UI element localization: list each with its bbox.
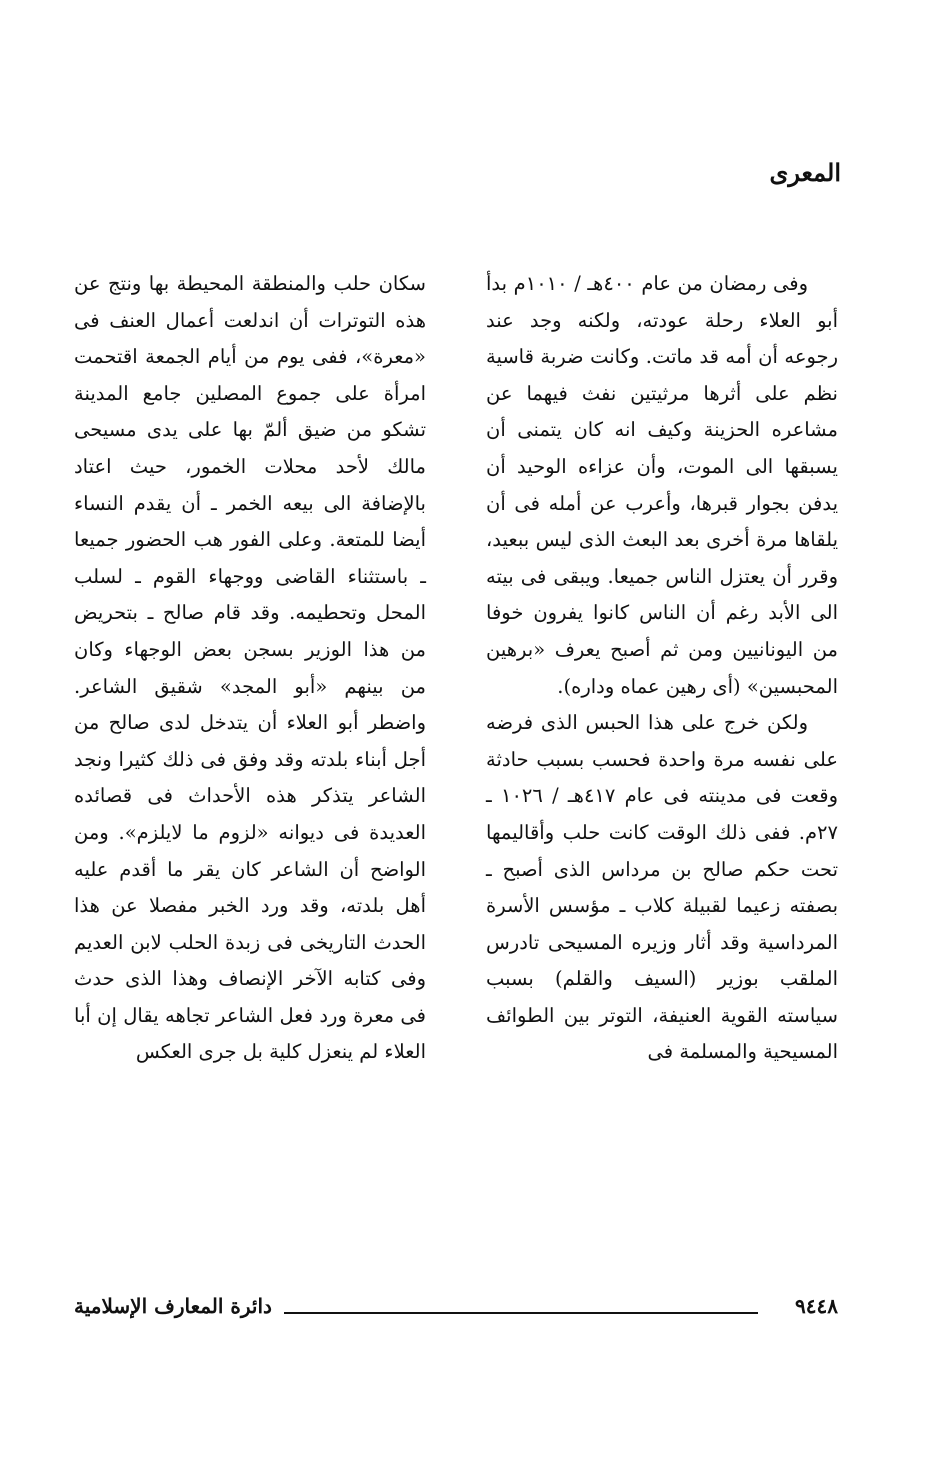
right-column	[486, 266, 838, 1071]
page-footer	[74, 1290, 838, 1330]
page-number: ٩٤٤٨	[795, 1294, 838, 1318]
running-header: المعرى	[769, 158, 841, 187]
paragraph: سكان حلب والمنطقة المحيطة بها ونتج عن هذه التوترات أن اندلعت أعمال العنف فى «معرة»، ففى يوم من أيام الجمعة اقتحمت امرأة على جموع المصلين جامع المدينة تشكو من ضيق ألمّ بها على يدى مسيحى مالك لأحد محلات الخمور، حيث اعتاد بالإضافة الى بيعه الخمر ـ أن يقدم النساء أيضا للمتعة. وعلى الفور هب الحضور جميعا ـ باستثناء القاضى ووجهاء القوم ـ لسلب المحل وتحطيمه. وقد قام صالح ـ بتحريض من هذا الوزير بسجن بعض الوجهاء وكان من بينهم «أبو المجد» شقيق الشاعر. واضطر أبو العلاء أن يتدخل لدى صالح من أجل أبناء بلدته وقد وفق فى ذلك كثيرا ونجد الشاعر يتذكر هذه الأحداث فى قصائده العديدة فى ديوانه «لزوم ما لايلزم». ومن الواضح أن الشاعر كان يقر ما أقدم عليه أهل بلدته، وقد ورد الخبر مفصلا عن هذا الحدث التاريخى فى زبدة الحلب لابن العديم وفى كتابه الآخر الإنصاف وهذا الذى حدث فى معرة ورد فعل الشاعر تجاهه يقال إن أبا العلاء لم ينعزل كلية بل جرى العكس	[74, 272, 426, 1064]
footer-rule	[284, 1312, 758, 1314]
paragraph: ولكن خرج على هذا الحبس الذى فرضه على نفسه مرة واحدة فحسب بسبب حادثة وقعت فى مدينته فى عام ٤١٧هـ / ١٠٢٦ ـ ٢٧م. ففى ذلك الوقت كانت حلب وأقاليمها تحت حكم صالح بن مرداس الذى أصبح ـ بصفته زعيما لقبيلة كلاب ـ مؤسس الأسرة المرداسية وقد أثار وزيره المسيحى تادرس الملقب بوزير (السيف والقلم) بسبب سياسته القوية العنيفة، التوتر بين الطوائف المسيحية والمسلمة فى	[486, 711, 838, 1064]
left-column	[74, 266, 426, 1071]
publication-title: دائرة المعارف الإسلامية	[74, 1294, 272, 1318]
paragraph: وفى رمضان من عام ٤٠٠هـ / ١٠١٠م بدأ أبو العلاء رحلة عودته، ولكنه وجد عند رجوعه أن أمه قد ماتت. وكانت ضربة قاسية نظم على أثرها مرثيتين نفث فيهما عن مشاعره الحزينة وكيف انه كان يتمنى أن يسبقها الى الموت، وأن عزاءه الوحيد أن يدفن بجوار قبرها، وأعرب عن أمله فى أن يلقاها مرة أخرى بعد البعث الذى ليس ببعيد، وقرر أن يعتزل الناس جميعا. ويبقى فى بيته الى الأبد رغم أن الناس كانوا يفرون خوفا من اليونانيين ومن ثم أصبح يعرف «برهين المحبسين» (أى رهين عماه وداره).	[486, 272, 838, 698]
